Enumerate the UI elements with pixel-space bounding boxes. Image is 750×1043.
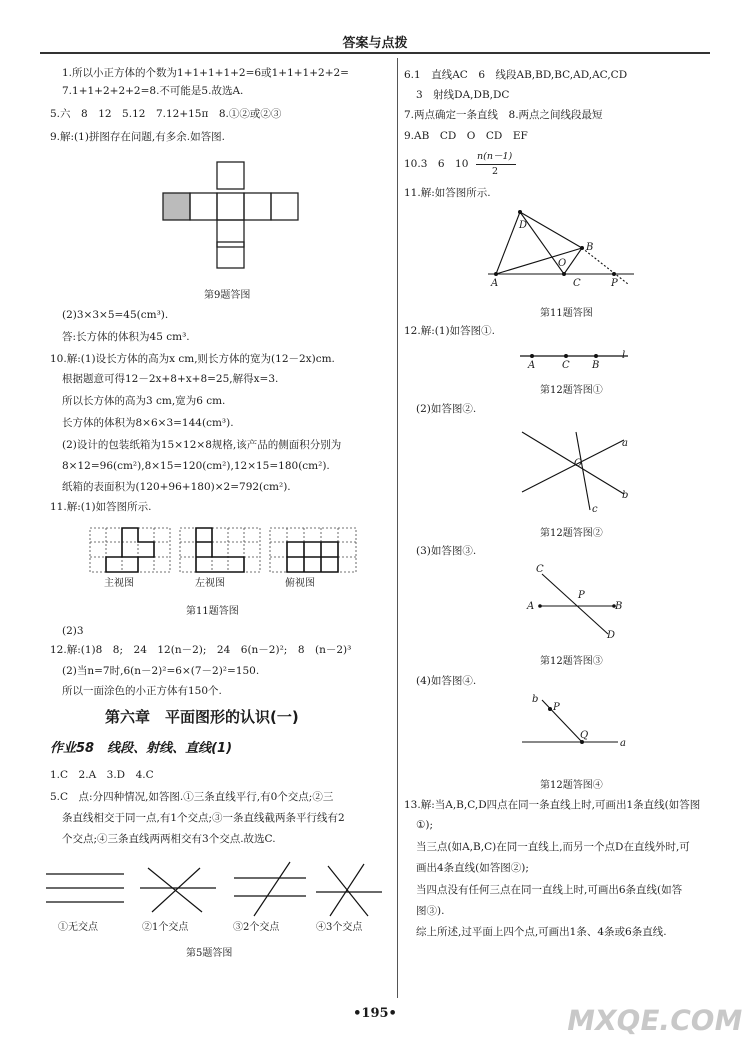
- net-square: [217, 193, 244, 220]
- net-square: [217, 220, 244, 247]
- net-square: [190, 193, 217, 220]
- left-line: 12.解:(1)8 8; 24 12(n－2); 24 6(n－2)²; 8 (n－2)³: [50, 644, 352, 656]
- right-line: (3)如答图③.: [416, 545, 477, 557]
- point-label: A: [528, 360, 536, 371]
- left-line: 1.所以小正方体的个数为1+1+1+1+2=6或1+1+1+2+2=: [62, 67, 349, 79]
- line-label: a: [622, 438, 628, 449]
- fraction-denominator: 2: [492, 166, 499, 177]
- left-line: (2)设计的包装纸箱为15×12×8规格,该产品的侧面积分别为: [62, 439, 342, 451]
- fig11-three-views: [88, 526, 358, 576]
- fig11-geometry: [486, 208, 636, 288]
- column-divider: [397, 58, 398, 998]
- left-line: 1.C 2.A 3.D 4.C: [50, 769, 154, 781]
- left-line: 个交点;④三条直线两两相交有3个交点.故选C.: [62, 833, 276, 845]
- fig5-label: ③2个交点: [233, 922, 280, 933]
- left-line: 长方体的体积为8×6×3=144(cm³).: [62, 417, 234, 429]
- net-square: [271, 193, 298, 220]
- point-label: A: [527, 601, 535, 612]
- right-line: (2)如答图②.: [416, 403, 477, 415]
- point-label: C: [573, 278, 581, 289]
- line-label: b: [532, 694, 539, 705]
- chapter-title: 第六章 平面图形的认识(一): [105, 708, 299, 726]
- right-line: 12.解:(1)如答图①.: [404, 325, 495, 337]
- right-line: 7.两点确定一条直线 8.两点之间线段最短: [404, 109, 603, 121]
- right-line: 11.解:如答图所示.: [404, 187, 491, 199]
- page-header: [40, 26, 710, 54]
- left-line: 所以一面涂色的小正方体有150个.: [62, 685, 222, 697]
- left-line: 纸箱的表面积为(120+96+180)×2=792(cm²).: [62, 481, 291, 493]
- left-line: (2)3×3×5=45(cm³).: [62, 309, 169, 321]
- right-line: 当三点(如A,B,C)在同一直线上,而另一个点D在直线外时,可: [416, 841, 690, 853]
- fig11-caption: 第11题答图: [186, 606, 239, 617]
- top-view: [287, 542, 338, 572]
- right-line: 9.AB CD O CD EF: [404, 130, 528, 142]
- line-label: b: [622, 490, 629, 501]
- fig12-caption: 第12题答图④: [540, 780, 603, 791]
- right-line: 综上所述,过平面上四个点,可画出1条、4条或6条直线.: [416, 926, 667, 938]
- fig12-caption: 第12题答图①: [540, 385, 603, 396]
- point-label: D: [519, 220, 528, 231]
- fig9-caption: 第9题答图: [204, 290, 251, 301]
- fig12-2-intersecting-lines: [520, 430, 630, 512]
- left-line: (2)3: [62, 625, 84, 637]
- fig5-label: ①无交点: [58, 922, 98, 933]
- fig9-cube-net: [160, 160, 300, 270]
- right-line: (4)如答图④.: [416, 675, 477, 687]
- homework-title: 作业58 线段、射线、直线(1): [50, 741, 233, 756]
- fig11-caption-right: 第11题答图: [540, 308, 593, 319]
- point-label: P: [553, 702, 560, 713]
- header-title: 答案与点拨: [342, 36, 408, 51]
- line-label: a: [620, 738, 626, 749]
- right-line: 图③).: [416, 905, 445, 917]
- point-label: D: [607, 630, 616, 641]
- point-label: P: [578, 590, 585, 601]
- right-line: 13.解:当A,B,C,D四点在同一条直线上时,可画出1条直线(如答图: [404, 799, 701, 811]
- fraction-numerator: n(n－1): [477, 151, 513, 162]
- left-line: 8×12=96(cm²),8×15=120(cm²),12×15=180(cm²).: [62, 460, 330, 472]
- fig11-view-label: 主视图: [104, 578, 134, 589]
- point-label: O: [574, 458, 583, 469]
- left-view: [196, 528, 244, 572]
- point-label: C: [562, 360, 570, 371]
- fig5-label: ④3个交点: [316, 922, 363, 933]
- left-line: 11.解:(1)如答图所示.: [50, 501, 152, 513]
- net-square: [217, 242, 244, 268]
- point-label: O: [558, 258, 567, 269]
- fig12-caption: 第12题答图③: [540, 656, 603, 667]
- fig5-caption: 第5题答图: [186, 948, 233, 959]
- point-label: Q: [580, 730, 589, 741]
- right-line: 画出4条直线(如答图②);: [416, 862, 529, 874]
- fig11-view-label: 左视图: [195, 578, 225, 589]
- net-square: [244, 193, 271, 220]
- line-label: l: [622, 350, 626, 361]
- line-label: c: [592, 504, 598, 515]
- page-number: •195•: [353, 1006, 397, 1021]
- left-line: 根据题意可得12－2x+8+x+8=25,解得x=3.: [62, 373, 279, 385]
- right-line: 当四点没有任何三点在同一直线上时,可画出6条直线(如答: [416, 884, 683, 896]
- left-line: 5.六 8 12 5.12 7.12+15π 8.①②或②③: [50, 108, 282, 120]
- right-line: 10.3 6 10: [404, 158, 469, 170]
- point-label: C: [536, 564, 544, 575]
- watermark: MXQE.COM: [563, 1004, 745, 1037]
- net-square: [163, 193, 190, 220]
- point-label: B: [592, 360, 600, 371]
- fig5-line-arrangements: [44, 860, 384, 920]
- left-line: 条直线相交于同一点,有1个交点;③一条直线截两条平行线有2: [62, 812, 345, 824]
- left-line: 所以长方体的高为3 cm,宽为6 cm.: [62, 395, 226, 407]
- point-label: A: [491, 278, 499, 289]
- left-line: 7.1+1+2+2+2=8.不可能是5.故选A.: [62, 85, 244, 97]
- fig11-view-label: 俯视图: [285, 578, 315, 589]
- right-line: 3 射线DA,DB,DC: [416, 89, 510, 101]
- point-label: B: [615, 601, 623, 612]
- front-view: [106, 528, 154, 572]
- point-label: B: [586, 242, 594, 253]
- left-line: (2)当n=7时,6(n－2)²=6×(7－2)²=150.: [62, 665, 260, 677]
- right-line: 6.1 直线AC 6 线段AB,BD,BC,AD,AC,CD: [404, 69, 628, 81]
- fig12-1-collinear-points: [520, 350, 630, 362]
- fig12-caption: 第12题答图②: [540, 528, 603, 539]
- fig5-label: ②1个交点: [142, 922, 189, 933]
- net-square: [217, 162, 244, 189]
- left-line: 10.解:(1)设长方体的高为x cm,则长方体的宽为(12－2x)cm.: [50, 353, 335, 365]
- left-line: 5.C 点:分四种情况,如答图.①三条直线平行,有0个交点;②三: [50, 791, 334, 803]
- left-line: 答:长方体的体积为45 cm³.: [62, 331, 190, 343]
- point-label: P: [611, 278, 618, 289]
- right-line: ①);: [416, 819, 434, 831]
- left-line: 9.解:(1)拼图存在问题,有多余.如答图.: [50, 131, 225, 143]
